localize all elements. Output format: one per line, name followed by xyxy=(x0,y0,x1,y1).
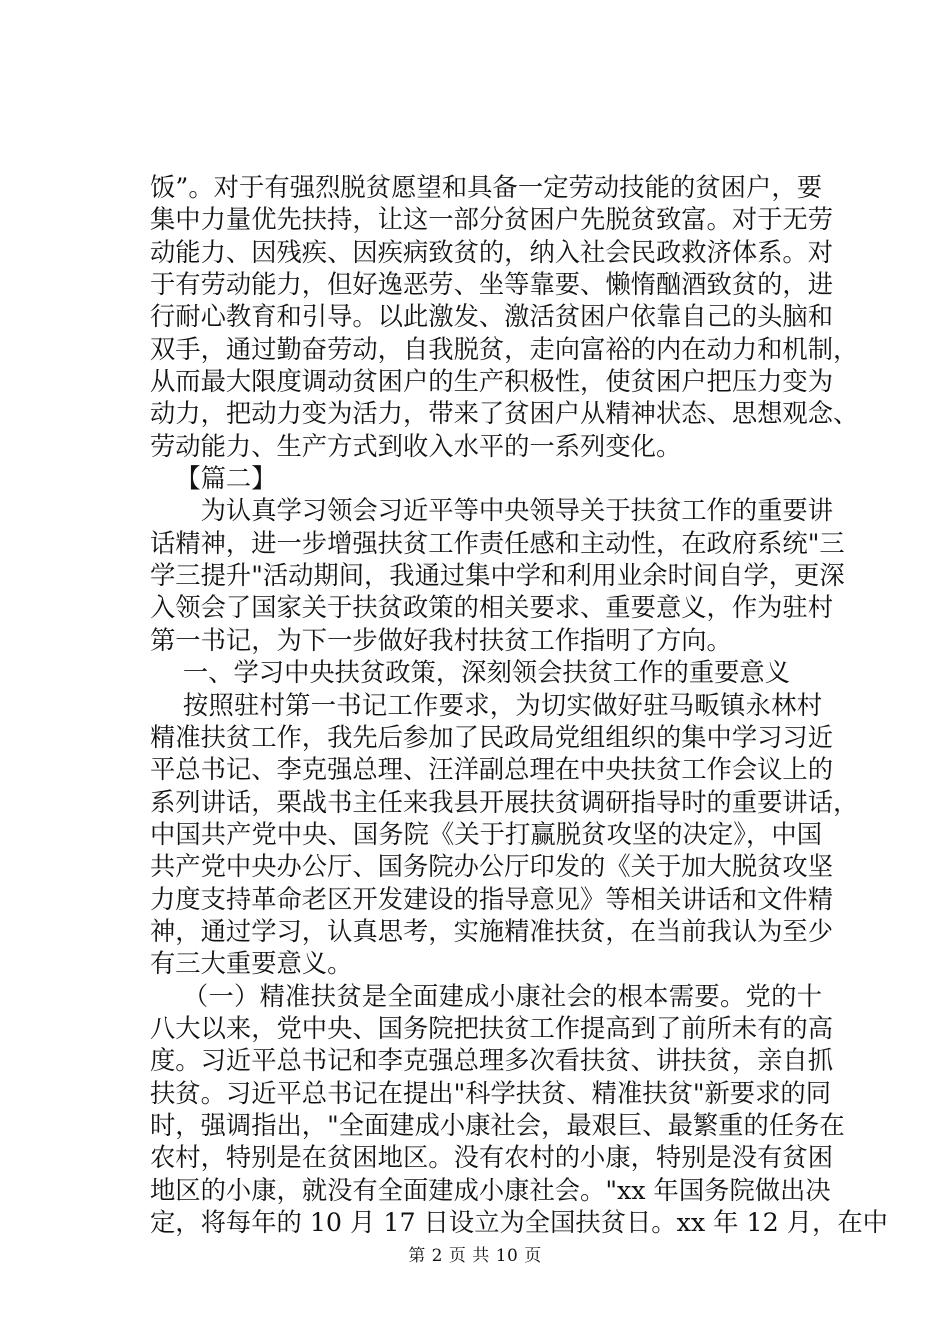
text-line: 于有劳动能力，但好逸恶劳、坐等靠要、懒惰酗酒致贫的，进 xyxy=(150,270,834,300)
text-line: 时，强调指出，"全面建成小康社会，最艰巨、最繁重的任务在 xyxy=(150,1110,845,1140)
text-line: 集中力量优先扶持，让这一部分贫困户先脱贫致富。对于无劳 xyxy=(150,205,834,235)
text-line: 为认真学习领会习近平等中央领导关于扶贫工作的重要讲 xyxy=(200,496,834,526)
document-body xyxy=(150,172,888,1239)
text-line: 定，将每年的 10 月 17 日设立为全国扶贫日。xx 年 12 月，在中 xyxy=(150,1208,888,1237)
text-line: 神，通过学习，认真思考，实施精准扶贫，在当前我认为至少 xyxy=(150,916,834,946)
text-line: 动能力、因残疾、因疾病致贫的，纳入社会民政救济体系。对 xyxy=(150,237,834,267)
text-line: 【篇二】 xyxy=(175,464,277,494)
text-line: 按照驻村第一书记工作要求，为切实做好驻马畈镇永林村 xyxy=(182,690,822,720)
text-line: 双手，通过勤奋劳动，自我脱贫，走向富裕的内在动力和机制， xyxy=(150,334,859,364)
text-line: 动力，把动力变为活力，带来了贫困户从精神状态、思想观念、 xyxy=(150,399,859,429)
text-line: 平总书记、李克强总理、汪洋副总理在中央扶贫工作会议上的 xyxy=(150,755,834,785)
text-line: 饭”。对于有强烈脱贫愿望和具备一定劳动技能的贫困户，要 xyxy=(150,173,822,202)
text-line: 劳动能力、生产方式到收入水平的一系列变化。 xyxy=(150,431,682,461)
text-line: 精准扶贫工作，我先后参加了民政局党组组织的集中学习习近 xyxy=(150,722,834,752)
text-line: 从而最大限度调动贫困户的生产积极性，使贫困户把压力变为 xyxy=(150,367,834,397)
text-line: 系列讲话，栗战书主任来我县开展扶贫调研指导时的重要讲话， xyxy=(150,787,859,817)
text-line: 地区的小康，就没有全面建成小康社会。"xx 年国务院做出决 xyxy=(150,1175,831,1205)
text-line: 八大以来，党中央、国务院把扶贫工作提高到了前所未有的高 xyxy=(150,1013,834,1043)
text-line: 扶贫。习近平总书记在提出"科学扶贫、精准扶贫"新要求的同 xyxy=(150,1078,831,1108)
text-line: 有三大重要意义。 xyxy=(150,949,353,979)
text-line: 共产党中央办公厅、国务院办公厅印发的《关于加大脱贫攻坚 xyxy=(150,852,834,882)
text-line: 学三提升"活动期间，我通过集中学和利用业余时间自学，更深 xyxy=(150,561,845,591)
text-line: 度。习近平总书记和李克强总理多次看扶贫、讲扶贫，亲自抓 xyxy=(150,1046,834,1076)
text-line: 话精神，进一步增强扶贫工作责任感和主动性，在政府系统"三 xyxy=(150,528,845,558)
text-line: 农村，特别是在贫困地区。没有农村的小康，特别是没有贫困 xyxy=(150,1143,834,1173)
text-line: 力度支持革命老区开发建设的指导意见》等相关讲话和文件精 xyxy=(150,884,834,914)
text-line: 第一书记，为下一步做好我村扶贫工作指明了方向。 xyxy=(150,625,732,655)
text-line: 一、学习中央扶贫政策，深刻领会扶贫工作的重要意义 xyxy=(182,658,791,688)
text-line: 入领会了国家关于扶贫政策的相关要求、重要意义，作为驻村 xyxy=(150,593,834,623)
text-line: 行耐心教育和引导。以此激发、激活贫困户依靠自己的头脑和 xyxy=(150,302,834,332)
page-footer: 第 2 页 共 10 页 xyxy=(408,1246,542,1266)
text-line: 中国共产党中央、国务院《关于打赢脱贫攻坚的决定》，中国 xyxy=(150,819,822,849)
text-line: （一）精准扶贫是全面建成小康社会的根本需要。党的十 xyxy=(182,981,822,1011)
